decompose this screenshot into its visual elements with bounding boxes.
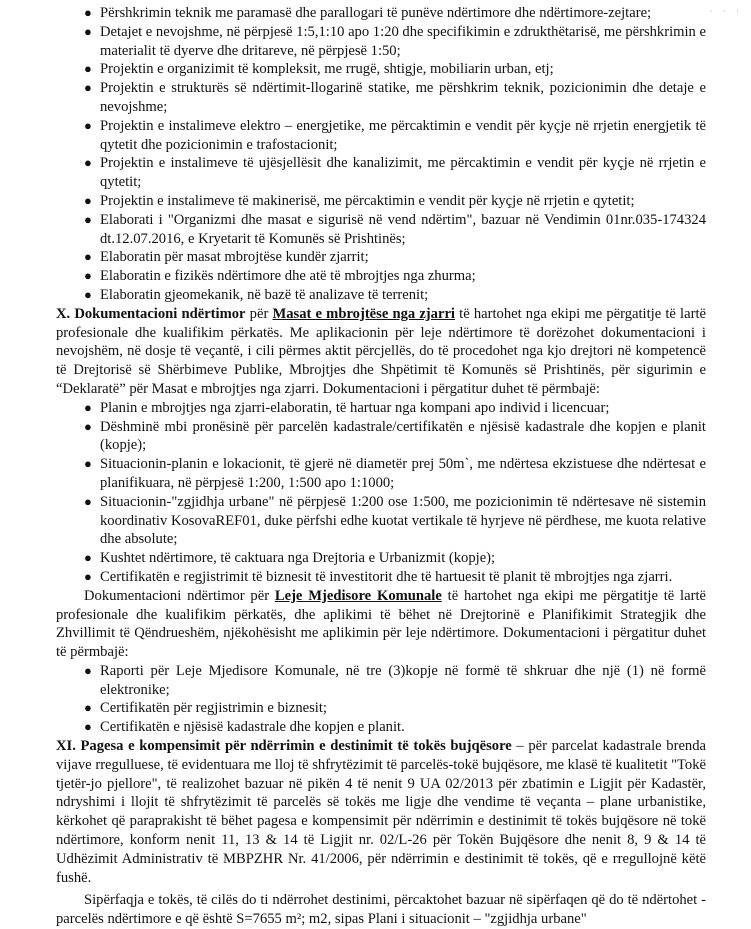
list-item (76, 418, 706, 456)
bullet-icon: ● (84, 268, 92, 284)
scan-corner-mark: · · · (709, 6, 743, 16)
list-item (76, 699, 706, 718)
list-item-text: Certifikatën për regjistrimin e biznesit; (100, 700, 327, 717)
fire-documents-list (76, 399, 706, 587)
bullet-icon: ● (84, 399, 92, 415)
list-item (76, 4, 706, 23)
list-item-text: Projektin e strukturës së ndërtimit-llogarinë statike, me përshkrim teknik, pozicionimin dhe detaje e nevojshme; (100, 80, 706, 115)
bullet-icon: ● (84, 700, 92, 716)
list-item-text: Certifikatën e regjistrimit të biznesit të investitorit dhe të hartuesit të planit të mbrojtjes nga zjarri. (100, 568, 673, 585)
list-item (76, 267, 706, 286)
section-x-text: për (245, 305, 273, 322)
bullet-icon: ● (84, 568, 92, 584)
environmental-permit-paragraph (56, 587, 706, 662)
list-item-text: Certifikatën e njësisë kadastrale dhe kopjen e planit. (100, 719, 405, 736)
list-item (76, 117, 706, 155)
list-item-text: Projektin e instalimeve të makinerisë, me përcaktimin e vendit për kyçje në rrjetin e qytetit; (100, 192, 635, 209)
requirements-list-top (76, 0, 706, 305)
list-item (76, 718, 706, 737)
list-item (76, 211, 706, 249)
list-item (76, 493, 706, 549)
section-xi-text: – për parcelat kadastrale brenda vijave rregulluese, të evidentuara me lloj të shfrytëzimit të parcelës-tokë bujqësore, me klasë të kualitetit "Tokë tjetër-jo pjellore", të realizohet bazuar në pikën 4 të nenit 9 UA 02/2013 për zbatimin e Ligjit për Kadastër, ndryshimi i llojit të shfrytëzimit të parcelës së tokës me ligje dhe vendime të veçanta – plane urbanistike, kërkohet që paraprakisht të bëhet pagesa e kompensimit për ndërrimin e destinimit të tokës bujqësore në tokë ndërtimore, konform nenit 11, 13 & 14 të Ligjit nr. 02/L-26 për Tokën Bujqësore dhe nenit 8, 9 & 14 të Udhëzimit Administrativ të MBPZHR Nr. 41/2006, për ndërrimin e destinimit të tokës, që e rregullojnë këtë fushë. (56, 738, 706, 886)
bullet-icon: ● (84, 249, 92, 265)
section-x-text: të hartohet nga ekipi me përgatitje të lartë profesionale dhe kualifikim përkatës. Me aplikacionin për leje ndërtimore të dorëzohet dokumentacioni i nevojshëm, në dosje të veçantë, i cili përmes aktit përcjellës, do të procedohet nga kjo drejtori në kompetencë të Drejtorisë së Shërbimeve Publike, Mbrojtjes dhe Shpëtimit të Komunës së Prishtinës, për sigurimin e “Deklaratë” për Masat e mbrojtjes nga zjarri. Dokumentacioni i përgatitur duhet të përmbajë: (56, 305, 706, 397)
environmental-documents-list (76, 662, 706, 737)
section-x-heading: X. Dokumentacioni ndërtimor (56, 305, 246, 322)
list-item-text: Elaboratin për masat mbrojtëse kundër zjarrit; (100, 249, 369, 266)
list-item (76, 286, 706, 305)
env-text: Dokumentacioni ndërtimor për (84, 587, 275, 604)
section-xi-paragraph (56, 737, 706, 887)
bullet-icon: ● (84, 23, 92, 39)
list-item (76, 399, 706, 418)
bullet-icon: ● (84, 155, 92, 171)
list-item (76, 549, 706, 568)
list-item (76, 455, 706, 493)
list-item (76, 60, 706, 79)
list-item (76, 568, 706, 587)
list-item-text: Projektin e instalimeve të ujësjellësit dhe kanalizimit, me përcaktimin e vendit për kyçje në rrjetin e qytetit; (100, 155, 706, 191)
list-item (76, 23, 706, 61)
bullet-icon: ● (84, 550, 92, 566)
bullet-icon: ● (84, 418, 92, 434)
list-item-text: Detajet e nevojshme, në përpjesë 1:5,1:10 apo 1:20 dhe specifikimin e zdrukthëtarisë, me përshkrimin e materialit të dyerve dhe dritareve, në përpjesë 1:50; (100, 23, 706, 59)
bullet-icon: ● (84, 61, 92, 77)
bullet-icon: ● (84, 117, 92, 133)
list-item-text: Elaboratin e fizikës ndërtimore dhe atë të mbrojtjes nga zhurma; (100, 268, 476, 285)
bullet-icon: ● (84, 5, 92, 20)
bullet-icon: ● (84, 192, 92, 208)
bullet-icon: ● (84, 80, 92, 96)
list-item-text: Kushtet ndërtimore, të caktuara nga Drejtoria e Urbanizmit (kopje); (100, 550, 496, 567)
bullet-icon: ● (84, 286, 92, 302)
env-text: të hartohet nga ekipi me përgatitje të lartë profesionale dhe kualifikim përkatës, dhe aplikimi të bëhet në Drejtorinë e Planifikimit Strategjik dhe Zhvillimit të Qëndrueshëm, njëkohësisht me aplikimin për leje ndërtimore. Dokumentacioni i përgatitur duhet të përmbajë: (56, 587, 706, 661)
list-item-text: Raporti për Leje Mjedisore Komunale, në tre (3)kopje në formë të shkruar dhe një (1) në formë elektronike; (100, 662, 706, 698)
bullet-icon: ● (84, 662, 92, 678)
section-xi-heading: XI. Pagesa e kompensimit për ndërrimin e destinimit të tokës bujqësore (56, 738, 512, 755)
list-item-text: Dëshminë mbi pronësinë për parcelën kadastrale/certifikatën e njësisë kadastrale dhe kopjen e planit (kopje); (100, 418, 706, 454)
list-item (76, 662, 706, 700)
list-item (76, 79, 706, 117)
list-item (76, 248, 706, 267)
bullet-icon: ● (84, 493, 92, 509)
list-item (76, 154, 706, 192)
list-item-text: Situacionin-planin e lokacionit, të gjerë në diametër prej 50m`, me ndërtesa ekzistuese dhe ndërtesat e planifikuara, në përpjesë 1:200, 1:500 apo 1:1000; (100, 456, 706, 491)
bullet-icon: ● (84, 211, 92, 227)
surface-paragraph: Sipërfaqja e tokës, të cilës do ti ndërrohet destinimi, përcaktohet bazuar në sipërfaqen që do të ndërtohet - parcelës ndërtimore e që është S=7655 m²; m2, sipas Plani i situacionit – "zgjidhja urbane" (56, 892, 706, 928)
list-item (76, 192, 706, 211)
list-item-text: Elaborati i "Organizmi dhe masat e sigurisë në vend ndërtim", bazuar në Vendimin 01nr.035-174324 dt.12.07.2016, e Kryetarit të Komunës së Prishtinës; (100, 211, 706, 247)
bullet-icon: ● (84, 719, 92, 735)
section-x-paragraph (56, 305, 706, 399)
list-item-text: Përshkrimin teknik me paramasë dhe parallogari të punëve ndërtimore dhe ndërtimore-zejtare; (100, 5, 652, 21)
environmental-permit-title: Leje Mjedisore Komunale (274, 587, 442, 604)
list-item-text: Situacionin-"zgjidhja urbane" në përpjesë 1:200 ose 1:500, me pozicionimin të ndërtesave në sistemin koordinativ KosovaREF01, duke përfshi edhe kuotat vertikale të hyrjeve në përdhese, me kuota relative dhe absolute; (100, 493, 706, 548)
document-page (56, 0, 706, 929)
list-item-text: Elaboratin gjeomekanik, në bazë të analizave të terrenit; (100, 286, 429, 303)
list-item-text: Planin e mbrojtjes nga zjarri-elaboratin, të hartuar nga kompani apo individ i licencuar; (100, 399, 610, 416)
list-item-text: Projektin e organizimit të kompleksit, me rrugë, shtigje, mobiliarin urban, etj; (100, 61, 554, 78)
bullet-icon: ● (84, 456, 92, 472)
list-item-text: Projektin e instalimeve elektro – energjetike, me përcaktimin e vendit për kyçje në rrjetin energjetik të qytetit dhe pozicionimin e trafostacionit; (100, 117, 706, 153)
fire-protection-title: Masat e mbrojtëse nga zjarri (272, 305, 455, 322)
